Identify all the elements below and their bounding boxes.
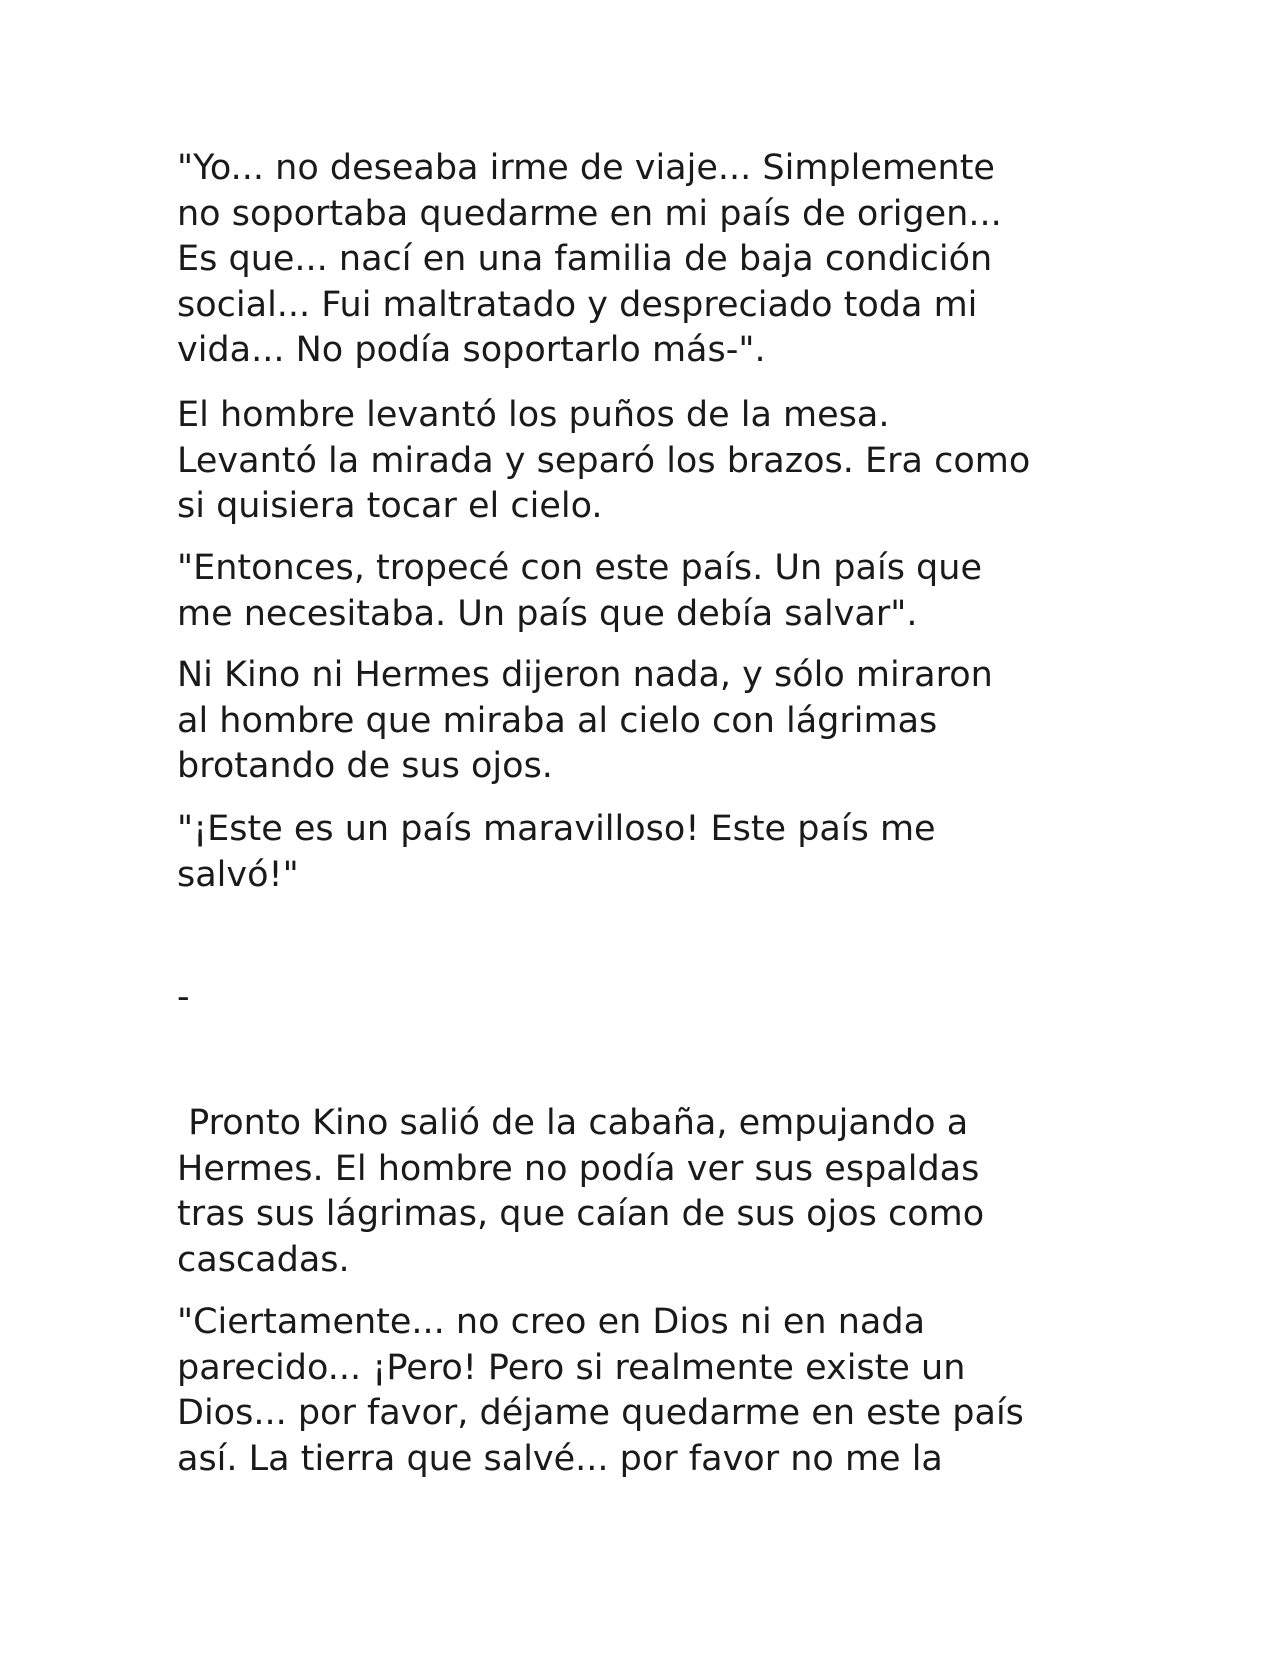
scene-separator: - — [177, 977, 190, 1017]
paragraph: Ni Kino ni Hermes dijeron nada, y sólo miraron al hombre que miraba al cielo con lágrimas brotando de sus ojos. — [177, 655, 993, 786]
paragraph: Pronto Kino salió de la cabaña, empujando a Hermes. El hombre no podía ver sus espaldas tras sus lágrimas, que caían de sus ojos como cascadas. — [177, 1103, 985, 1280]
paragraph: "Ciertamente... no creo en Dios ni en nada parecido... ¡Pero! Pero si realmente existe un Dios... por favor, déjame quedarme en este país así. La tierra que salvé... por favor no me la — [177, 1302, 1024, 1479]
paragraph: "¡Este es un país maravilloso! Este país me salvó!" — [177, 809, 936, 895]
paragraph: "Entonces, tropecé con este país. Un país que me necesitaba. Un país que debía salvar". — [177, 548, 982, 634]
paragraph: El hombre levantó los puños de la mesa. Levantó la mirada y separó los brazos. Era como si quisiera tocar el cielo. — [177, 395, 1031, 526]
paragraph: "Yo... no deseaba irme de viaje... Simplemente no soportaba quedarme en mi país de origen... Es que... nací en una familia de baja condición social... Fui maltratado y despreciado toda mi vida... No podía soportarlo más-". — [177, 148, 1002, 370]
